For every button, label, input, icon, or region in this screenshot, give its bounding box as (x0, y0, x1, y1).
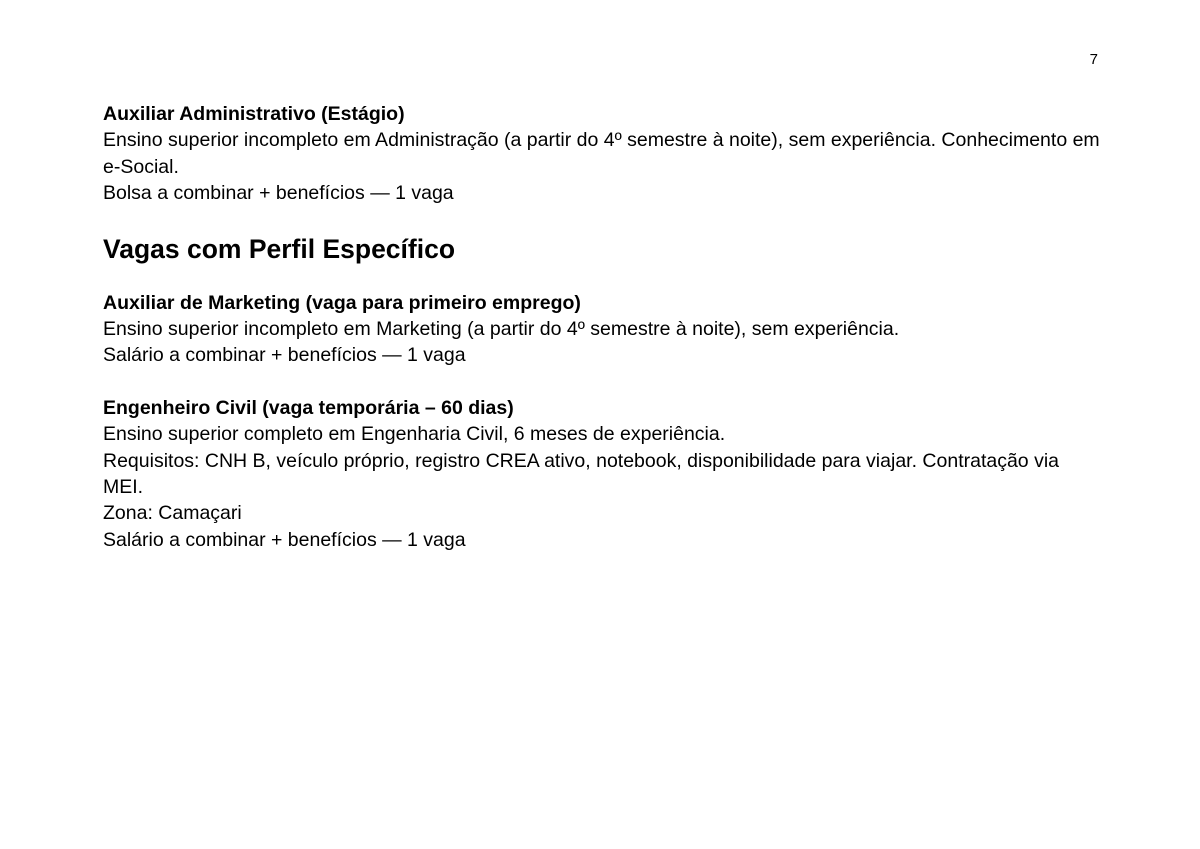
job-listing-auxiliar-administrativo (103, 101, 1103, 207)
job-location: Zona: Camaçari (103, 502, 242, 525)
job-requirements: Ensino superior incompleto em Administração (a partir do 4º semestre à noite), sem experiência. Conhecimento em e-Social. (103, 129, 1100, 178)
section-heading: Vagas com Perfil Específico (103, 233, 456, 264)
spacer (103, 369, 1103, 395)
job-title: Auxiliar Administrativo (Estágio) (103, 103, 405, 125)
document-body (103, 101, 1103, 553)
job-requirements: Ensino superior completo em Engenharia Civil, 6 meses de experiência. (103, 423, 726, 446)
job-title: Auxiliar de Marketing (vaga para primeiro emprego) (103, 291, 581, 314)
job-title: Engenheiro Civil (vaga temporária – 60 dias) (103, 396, 514, 419)
job-requirements: Ensino superior incompleto em Marketing (a partir do 4º semestre à noite), sem experiência. (103, 318, 900, 341)
job-listing-engenheiro-civil (103, 395, 1103, 553)
job-compensation: Bolsa a combinar + benefícios — 1 vaga (103, 182, 454, 205)
page-number: 7 (1089, 51, 1098, 68)
job-compensation: Salário a combinar + benefícios — 1 vaga (103, 528, 466, 551)
job-compensation: Salário a combinar + benefícios — 1 vaga (103, 344, 466, 367)
job-listing-auxiliar-marketing (103, 290, 1103, 369)
job-additional-requirements: Requisitos: CNH B, veículo próprio, registro CREA ativo, notebook, disponibilidade para viajar. Contratação via MEI. (103, 449, 1059, 499)
